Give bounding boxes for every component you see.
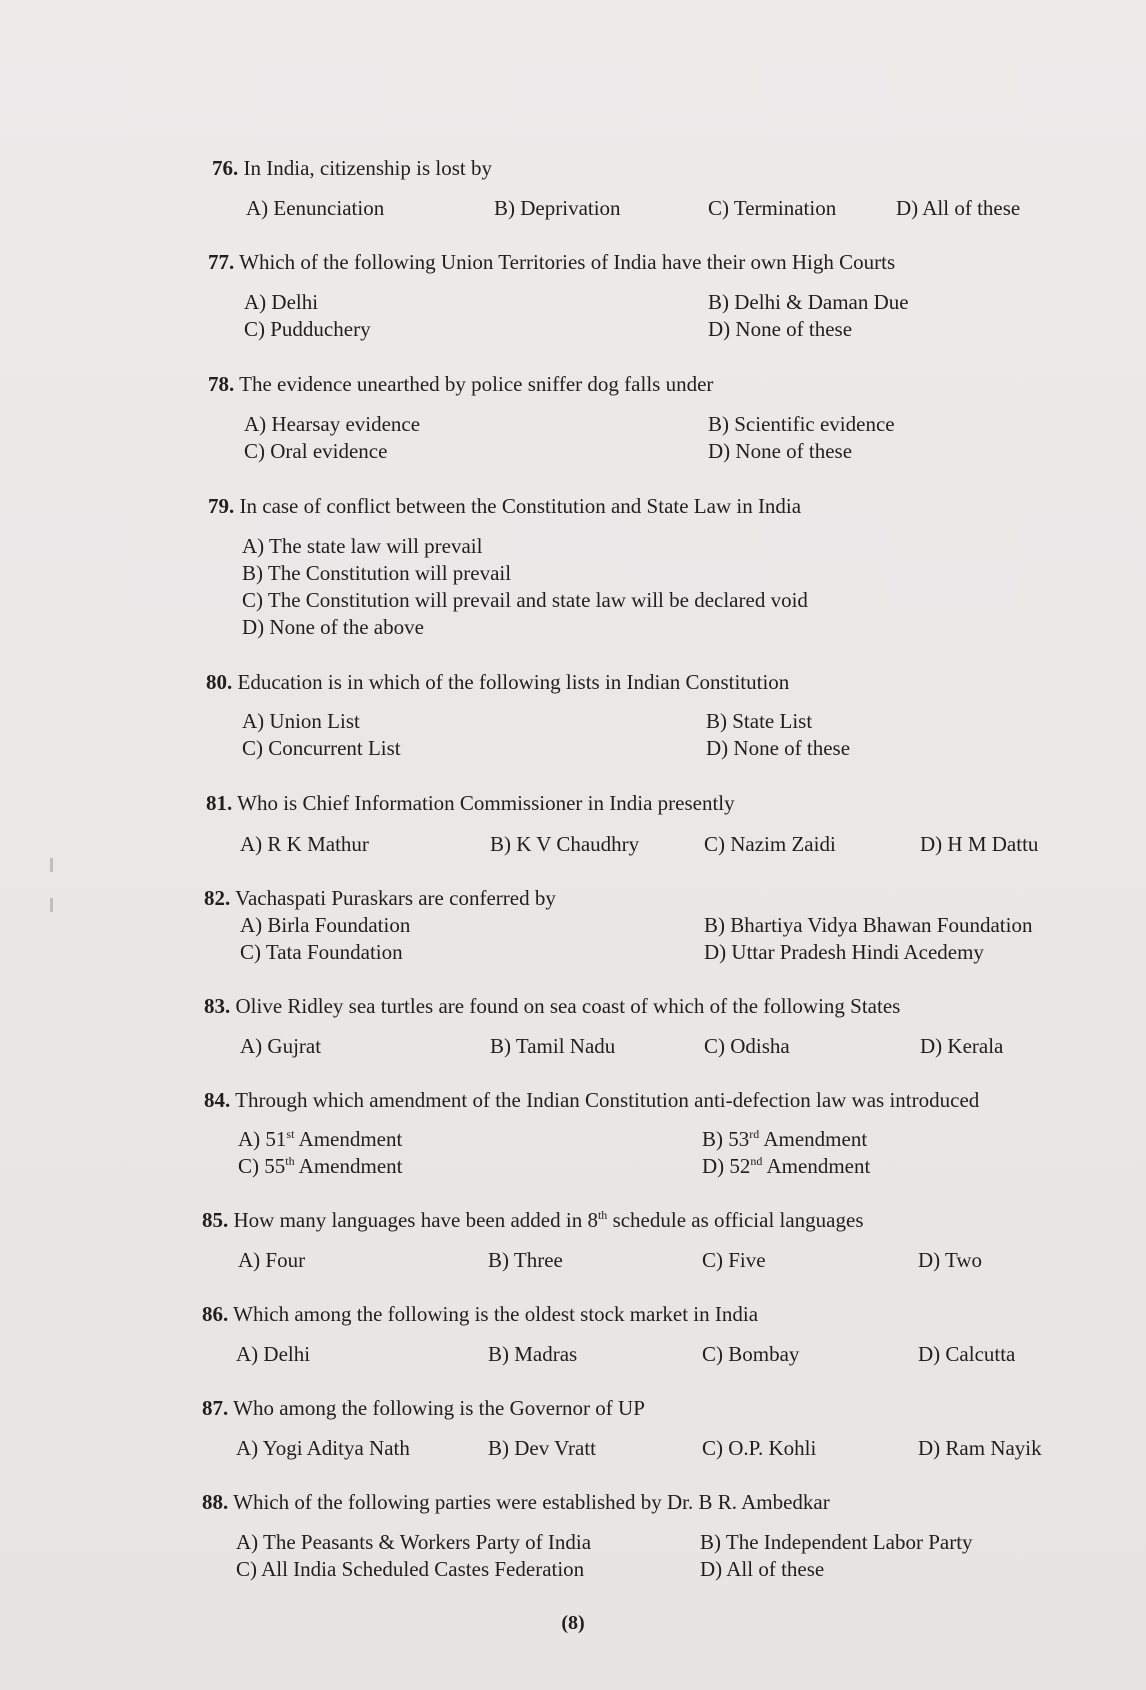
scan-mark [50,858,53,872]
option-c: C) 55th Amendment [238,1154,403,1178]
question-text: The evidence unearthed by police sniffer dog falls under [239,372,714,396]
question-80 [206,670,789,695]
option-b: B) State List [706,709,813,733]
question-text: Education is in which of the following lists in Indian Constitution [237,670,790,694]
option-d: D) None of these [708,317,853,341]
option-d: D) None of these [706,736,851,760]
option-b: B) Bhartiya Vidya Bhawan Foundation [704,913,1033,937]
question-82 [204,886,556,911]
option-d: D) All of these [896,196,1021,220]
option-a: A) Delhi [236,1342,311,1366]
option-d: D) Calcutta [918,1342,1016,1366]
question-83 [204,994,900,1019]
option-b: B) Deprivation [494,196,621,220]
option-c: C) Concurrent List [242,736,401,760]
option-c: C) Nazim Zaidi [704,832,836,856]
option-d: D) All of these [700,1557,825,1581]
option-d: D) Ram Nayik [918,1436,1042,1460]
option-d: D) 52nd Amendment [702,1154,871,1178]
option-a: A) Delhi [244,290,319,314]
option-b: B) The Independent Labor Party [700,1530,973,1554]
question-number: 83. [204,994,231,1018]
option-d: D) Two [918,1248,983,1272]
question-84 [204,1088,979,1113]
option-a: A) Hearsay evidence [244,412,421,436]
question-number: 81. [206,791,233,815]
question-text: Olive Ridley sea turtles are found on sea coast of which of the following States [235,994,901,1018]
option-a: A) R K Mathur [240,832,369,856]
question-text: In India, citizenship is lost by [243,156,492,180]
question-number: 77. [208,250,235,274]
question-number: 78. [208,372,235,396]
option-c: C) Pudduchery [244,317,371,341]
option-d: D) Uttar Pradesh Hindi Acedemy [704,940,984,964]
option-b: B) Three [488,1248,563,1272]
option-b: B) Madras [488,1342,578,1366]
option-d: D) None of these [708,439,853,463]
question-87 [202,1396,645,1421]
question-85 [202,1208,864,1233]
option-c: C) Five [702,1248,766,1272]
option-a: A) The state law will prevail [242,534,483,558]
question-text: Which of the following parties were established by Dr. B R. Ambedkar [233,1490,830,1514]
question-number: 80. [206,670,233,694]
question-number: 79. [208,494,235,518]
question-number: 88. [202,1490,229,1514]
question-number: 84. [204,1088,231,1112]
question-79 [208,494,801,519]
question-text: Who is Chief Information Commissioner in India presently [237,791,735,815]
question-76 [212,156,492,181]
option-a: A) Gujrat [240,1034,322,1058]
option-c: C) Termination [708,196,837,220]
option-c: C) The Constitution will prevail and state law will be declared void [242,588,808,612]
question-text: Who among the following is the Governor of UP [233,1396,645,1420]
option-b: B) K V Chaudhry [490,832,640,856]
option-c: C) All India Scheduled Castes Federation [236,1557,585,1581]
question-81 [206,791,735,816]
question-number: 85. [202,1208,229,1232]
scan-mark [50,898,53,912]
option-a: A) The Peasants & Workers Party of India [236,1530,592,1554]
question-text: Vachaspati Puraskars are conferred by [235,886,556,910]
option-b: B) Tamil Nadu [490,1034,616,1058]
option-b: B) The Constitution will prevail [242,561,512,585]
option-c: C) Tata Foundation [240,940,403,964]
question-86 [202,1302,758,1327]
page-number: (8) [561,1612,585,1634]
option-a: A) Four [238,1248,306,1272]
question-number: 82. [204,886,231,910]
option-a: A) Union List [242,709,360,733]
question-77 [208,250,895,275]
question-text: Which of the following Union Territories of India have their own High Courts [239,250,896,274]
option-a: A) Birla Foundation [240,913,411,937]
question-number: 76. [212,156,239,180]
question-text: In case of conflict between the Constitution and State Law in India [239,494,802,518]
question-text: How many languages have been added in 8th schedule as official languages [233,1208,864,1232]
question-text: Which among the following is the oldest stock market in India [233,1302,759,1326]
option-c: C) O.P. Kohli [702,1436,817,1460]
question-text: Through which amendment of the Indian Constitution anti-defection law was introduced [235,1088,980,1112]
option-c: C) Oral evidence [244,439,388,463]
option-b: B) 53rd Amendment [702,1127,868,1151]
option-d: D) H M Dattu [920,832,1039,856]
option-c: C) Bombay [702,1342,800,1366]
question-78 [208,372,713,397]
question-number: 86. [202,1302,229,1326]
option-b: B) Dev Vratt [488,1436,596,1460]
option-c: C) Odisha [704,1034,790,1058]
question-88 [202,1490,830,1515]
option-b: B) Scientific evidence [708,412,895,436]
option-a: A) 51st Amendment [238,1127,403,1151]
option-d: D) Kerala [920,1034,1004,1058]
option-d: D) None of the above [242,615,424,639]
option-a: A) Eenunciation [246,196,385,220]
option-a: A) Yogi Aditya Nath [236,1436,410,1460]
option-b: B) Delhi & Daman Due [708,290,909,314]
question-number: 87. [202,1396,229,1420]
